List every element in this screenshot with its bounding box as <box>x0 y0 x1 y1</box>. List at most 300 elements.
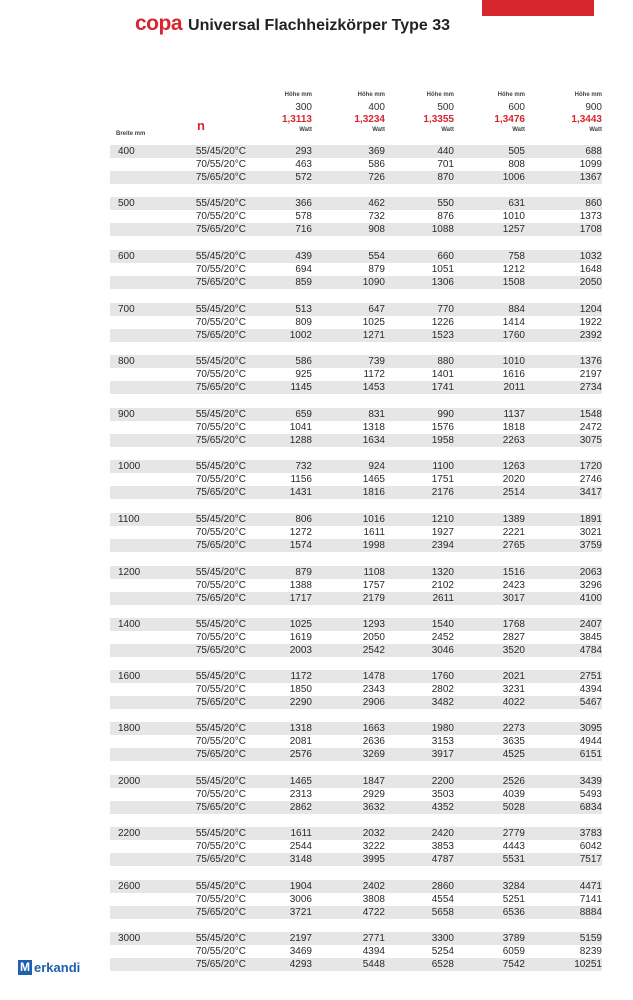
watt-value: 1006 <box>502 172 525 183</box>
watt-value: 6528 <box>431 959 454 970</box>
temperature-label: 70/55/20°C <box>195 632 246 643</box>
watt-value: 1088 <box>431 224 454 235</box>
watt-value: 3046 <box>431 645 454 656</box>
watt-value: 1768 <box>502 619 525 630</box>
watt-value: 2544 <box>289 841 312 852</box>
table-row <box>110 840 602 853</box>
watt-value: 3783 <box>579 828 602 839</box>
table-row <box>110 775 602 788</box>
width-group-400 <box>110 145 602 184</box>
temperature-label: 55/45/20°C <box>195 146 246 157</box>
watt-value: 1818 <box>502 422 525 433</box>
hoehe-label: Höhe mm <box>426 92 454 98</box>
watt-value: 659 <box>295 409 312 420</box>
table-row <box>110 171 602 184</box>
watt-value: 2420 <box>431 828 454 839</box>
watt-value: 2032 <box>362 828 385 839</box>
watt-value: 6834 <box>579 802 602 813</box>
watt-value: 578 <box>295 211 312 222</box>
watt-value: 8884 <box>579 907 602 918</box>
watt-value: 1025 <box>289 619 312 630</box>
watt-value: 1226 <box>431 317 454 328</box>
table-row <box>110 631 602 644</box>
temperature-label: 70/55/20°C <box>195 317 246 328</box>
watt-label: Watt <box>299 127 312 133</box>
watt-value: 3789 <box>502 933 525 944</box>
watt-value: 4944 <box>579 736 602 747</box>
watt-value: 4443 <box>502 841 525 852</box>
width-group-700 <box>110 303 602 342</box>
temperature-label: 75/65/20°C <box>195 435 246 446</box>
temperature-label: 70/55/20°C <box>195 474 246 485</box>
watt-value: 1576 <box>431 422 454 433</box>
temperature-label: 75/65/20°C <box>195 907 246 918</box>
watt-value: 5448 <box>362 959 385 970</box>
width-group-3000 <box>110 932 602 971</box>
watt-value: 925 <box>295 369 312 380</box>
temperature-label: 55/45/20°C <box>195 567 246 578</box>
watt-value: 2273 <box>502 723 525 734</box>
temperature-label: 75/65/20°C <box>195 540 246 551</box>
watt-value: 462 <box>368 198 385 209</box>
watt-value: 4100 <box>579 593 602 604</box>
watt-value: 4394 <box>579 684 602 695</box>
watt-value: 3222 <box>362 841 385 852</box>
watt-value: 2423 <box>502 580 525 591</box>
watt-value: 2392 <box>579 330 602 341</box>
table-row <box>110 486 602 499</box>
watt-value: 688 <box>585 146 602 157</box>
watt-value: 2263 <box>502 435 525 446</box>
width-header-label: Breite mm <box>116 131 146 137</box>
watt-value: 5531 <box>502 854 525 865</box>
table-row <box>110 579 602 592</box>
temperature-label: 55/45/20°C <box>195 251 246 262</box>
watt-value: 2179 <box>362 593 385 604</box>
watt-value: 2394 <box>431 540 454 551</box>
watt-value: 732 <box>295 461 312 472</box>
watt-value: 3231 <box>502 684 525 695</box>
temperature-label: 70/55/20°C <box>195 369 246 380</box>
temperature-label: 55/45/20°C <box>195 619 246 630</box>
table-row <box>110 906 602 919</box>
temperature-label: 55/45/20°C <box>195 671 246 682</box>
temperature-label: 55/45/20°C <box>195 776 246 787</box>
table-row <box>110 945 602 958</box>
watt-value: 1663 <box>362 723 385 734</box>
table-row <box>110 539 602 552</box>
watt-value: 1204 <box>579 304 602 315</box>
watt-value: 1320 <box>431 567 454 578</box>
width-group-600 <box>110 250 602 289</box>
temperature-label: 75/65/20°C <box>195 802 246 813</box>
width-label: 600 <box>118 251 135 262</box>
watt-value: 2050 <box>579 277 602 288</box>
table-row <box>110 276 602 289</box>
watt-value: 1010 <box>502 356 525 367</box>
watt-value: 739 <box>368 356 385 367</box>
temperature-label: 55/45/20°C <box>195 723 246 734</box>
watt-value: 3153 <box>431 736 454 747</box>
table-row <box>110 316 602 329</box>
watt-value: 3503 <box>431 789 454 800</box>
watt-value: 293 <box>295 146 312 157</box>
watt-value: 7517 <box>579 854 602 865</box>
watt-value: 4787 <box>431 854 454 865</box>
temperature-label: 70/55/20°C <box>195 736 246 747</box>
watt-value: 879 <box>368 264 385 275</box>
watt-value: 1958 <box>431 435 454 446</box>
watt-value: 2636 <box>362 736 385 747</box>
column-header <box>0 92 633 142</box>
watt-value: 876 <box>437 211 454 222</box>
watt-value: 5028 <box>502 802 525 813</box>
width-group-1100 <box>110 513 602 552</box>
watt-value: 2003 <box>289 645 312 656</box>
watt-value: 3635 <box>502 736 525 747</box>
watt-value: 2576 <box>289 749 312 760</box>
n-value: 1,3234 <box>354 114 385 125</box>
merkandi-watermark <box>18 958 80 976</box>
temperature-label: 75/65/20°C <box>195 172 246 183</box>
column-header-300 <box>252 92 312 135</box>
watt-value: 3148 <box>289 854 312 865</box>
table-row <box>110 145 602 158</box>
watt-value: 1634 <box>362 435 385 446</box>
watt-value: 1172 <box>363 369 385 380</box>
watt-value: 3075 <box>579 435 602 446</box>
width-label: 2200 <box>118 828 141 839</box>
table-row <box>110 566 602 579</box>
watt-value: 440 <box>437 146 454 157</box>
watt-value: 4784 <box>579 645 602 656</box>
width-label: 1600 <box>118 671 141 682</box>
table-row <box>110 735 602 748</box>
watt-value: 2472 <box>579 422 602 433</box>
watt-value: 1574 <box>289 540 312 551</box>
watt-value: 2313 <box>289 789 312 800</box>
n-value: 1,3355 <box>423 114 454 125</box>
watt-value: 4722 <box>362 907 385 918</box>
n-value: 1,3476 <box>494 114 525 125</box>
watt-value: 2802 <box>431 684 454 695</box>
column-header-400 <box>325 92 385 135</box>
watt-value: 809 <box>295 317 312 328</box>
watt-value: 2526 <box>502 776 525 787</box>
temperature-label: 75/65/20°C <box>195 330 246 341</box>
watt-value: 4352 <box>431 802 454 813</box>
table-row <box>110 592 602 605</box>
watt-value: 1100 <box>432 461 454 472</box>
watt-value: 2862 <box>289 802 312 813</box>
watt-value: 924 <box>368 461 385 472</box>
watt-value: 2197 <box>579 369 602 380</box>
temperature-label: 70/55/20°C <box>195 159 246 170</box>
red-corner-bar <box>482 0 594 16</box>
temperature-label: 75/65/20°C <box>195 382 246 393</box>
watt-value: 726 <box>368 172 385 183</box>
hoehe-label: Höhe mm <box>574 92 602 98</box>
watt-value: 3853 <box>431 841 454 852</box>
watt-value: 4022 <box>502 697 525 708</box>
table-row <box>110 513 602 526</box>
watt-value: 1108 <box>363 567 385 578</box>
watt-value: 6059 <box>502 946 525 957</box>
watt-value: 701 <box>437 159 454 170</box>
width-label: 1000 <box>118 461 141 472</box>
table-row <box>110 210 602 223</box>
watt-value: 770 <box>437 304 454 315</box>
watt-value: 1717 <box>289 593 312 604</box>
watt-value: 3417 <box>579 487 602 498</box>
watt-value: 1847 <box>362 776 385 787</box>
temperature-label: 55/45/20°C <box>195 356 246 367</box>
hoehe-value: 400 <box>368 102 385 113</box>
watt-value: 1751 <box>431 474 454 485</box>
watt-value: 1271 <box>362 330 385 341</box>
temperature-label: 55/45/20°C <box>195 828 246 839</box>
watt-value: 4293 <box>289 959 312 970</box>
watt-value: 2197 <box>289 933 312 944</box>
temperature-label: 70/55/20°C <box>195 211 246 222</box>
watt-value: 631 <box>508 198 525 209</box>
watt-value: 513 <box>295 304 312 315</box>
watt-label: Watt <box>589 127 602 133</box>
table-row <box>110 788 602 801</box>
table-row <box>110 421 602 434</box>
watt-value: 2402 <box>362 881 385 892</box>
watt-value: 1540 <box>431 619 454 630</box>
table-row <box>110 893 602 906</box>
merkandi-logo-icon: M <box>20 959 30 974</box>
temperature-label: 75/65/20°C <box>195 854 246 865</box>
watt-value: 1980 <box>431 723 454 734</box>
watt-value: 2751 <box>579 671 602 682</box>
hoehe-value: 900 <box>585 102 602 113</box>
table-row <box>110 853 602 866</box>
table-row <box>110 434 602 447</box>
table-row <box>110 526 602 539</box>
table-row <box>110 158 602 171</box>
watt-value: 2827 <box>502 632 525 643</box>
watt-value: 3300 <box>431 933 454 944</box>
temperature-label: 70/55/20°C <box>195 841 246 852</box>
watt-value: 2063 <box>579 567 602 578</box>
watt-value: 1032 <box>579 251 602 262</box>
watt-value: 8239 <box>579 946 602 957</box>
watt-value: 2779 <box>502 828 525 839</box>
watt-value: 7542 <box>502 959 525 970</box>
watt-value: 1318 <box>289 723 312 734</box>
watt-value: 2407 <box>579 619 602 630</box>
watt-value: 1318 <box>362 422 385 433</box>
watt-value: 3845 <box>579 632 602 643</box>
watt-value: 2020 <box>502 474 525 485</box>
watt-value: 1367 <box>579 172 602 183</box>
table-row <box>110 827 602 840</box>
watt-value: 10251 <box>574 959 602 970</box>
watt-value: 369 <box>368 146 385 157</box>
temperature-label: 75/65/20°C <box>195 224 246 235</box>
watt-value: 1257 <box>502 224 525 235</box>
watt-value: 1401 <box>431 369 454 380</box>
temperature-label: 75/65/20°C <box>195 697 246 708</box>
watt-value: 806 <box>295 514 312 525</box>
watt-value: 5251 <box>502 894 525 905</box>
watt-value: 4039 <box>502 789 525 800</box>
watt-value: 2102 <box>431 580 454 591</box>
watt-value: 3021 <box>579 527 602 538</box>
watt-value: 3006 <box>289 894 312 905</box>
width-group-1600 <box>110 670 602 709</box>
watt-value: 5493 <box>579 789 602 800</box>
watt-value: 3995 <box>362 854 385 865</box>
watt-value: 2050 <box>362 632 385 643</box>
temperature-label: 75/65/20°C <box>195 277 246 288</box>
temperature-label: 70/55/20°C <box>195 580 246 591</box>
watt-value: 586 <box>368 159 385 170</box>
watt-value: 1016 <box>362 514 385 525</box>
table-row <box>110 368 602 381</box>
table-row <box>110 303 602 316</box>
watt-value: 3439 <box>579 776 602 787</box>
watt-value: 884 <box>508 304 525 315</box>
temperature-label: 75/65/20°C <box>195 487 246 498</box>
temperature-label: 55/45/20°C <box>195 198 246 209</box>
watt-value: 5658 <box>431 907 454 918</box>
watt-value: 5159 <box>579 933 602 944</box>
watt-value: 2081 <box>289 736 312 747</box>
watt-value: 1272 <box>289 527 312 538</box>
watt-value: 463 <box>295 159 312 170</box>
temperature-label: 70/55/20°C <box>195 264 246 275</box>
watt-value: 1760 <box>431 671 454 682</box>
watt-value: 3917 <box>431 749 454 760</box>
watt-value: 1156 <box>290 474 312 485</box>
width-label: 900 <box>118 409 135 420</box>
watt-value: 1041 <box>289 422 312 433</box>
width-group-900 <box>110 408 602 447</box>
watt-value: 859 <box>295 277 312 288</box>
table-row <box>110 408 602 421</box>
watt-value: 439 <box>295 251 312 262</box>
table-row <box>110 223 602 236</box>
watt-value: 1389 <box>502 514 525 525</box>
watt-value: 1720 <box>579 461 602 472</box>
temperature-label: 55/45/20°C <box>195 933 246 944</box>
watt-value: 3482 <box>431 697 454 708</box>
width-label: 3000 <box>118 933 141 944</box>
watt-value: 1891 <box>579 514 602 525</box>
watt-value: 2542 <box>362 645 385 656</box>
watt-value: 2200 <box>431 776 454 787</box>
width-label: 400 <box>118 146 135 157</box>
n-value: 1,3443 <box>571 114 602 125</box>
width-group-2000 <box>110 775 602 814</box>
watt-label: Watt <box>512 127 525 133</box>
watt-value: 1388 <box>289 580 312 591</box>
watt-value: 1465 <box>289 776 312 787</box>
watt-value: 1648 <box>579 264 602 275</box>
watt-value: 1002 <box>289 330 312 341</box>
watt-value: 6042 <box>579 841 602 852</box>
column-header-900 <box>542 92 602 135</box>
width-group-1400 <box>110 618 602 657</box>
watt-value: 1516 <box>502 567 525 578</box>
watt-value: 4394 <box>362 946 385 957</box>
watt-value: 7141 <box>579 894 602 905</box>
table-row <box>110 801 602 814</box>
temperature-label: 55/45/20°C <box>195 304 246 315</box>
watt-value: 5254 <box>431 946 454 957</box>
width-group-2600 <box>110 880 602 919</box>
watt-value: 1548 <box>579 409 602 420</box>
width-group-1000 <box>110 460 602 499</box>
watt-value: 1453 <box>362 382 385 393</box>
watt-value: 572 <box>295 172 312 183</box>
temperature-label: 70/55/20°C <box>195 946 246 957</box>
table-row <box>110 381 602 394</box>
watt-value: 1760 <box>502 330 525 341</box>
width-label: 2000 <box>118 776 141 787</box>
watt-value: 3269 <box>362 749 385 760</box>
hoehe-value: 300 <box>295 102 312 113</box>
watt-value: 1611 <box>363 527 385 538</box>
watt-value: 3284 <box>502 881 525 892</box>
watt-value: 1263 <box>502 461 525 472</box>
watt-value: 3095 <box>579 723 602 734</box>
watt-value: 1210 <box>431 514 454 525</box>
temperature-label: 75/65/20°C <box>195 593 246 604</box>
temperature-label: 70/55/20°C <box>195 684 246 695</box>
watt-value: 2860 <box>431 881 454 892</box>
table-row <box>110 880 602 893</box>
temperature-label: 75/65/20°C <box>195 749 246 760</box>
temperature-label: 70/55/20°C <box>195 789 246 800</box>
table-row <box>110 644 602 657</box>
watt-value: 1099 <box>579 159 602 170</box>
width-label: 700 <box>118 304 135 315</box>
watt-value: 2343 <box>362 684 385 695</box>
hoehe-value: 500 <box>437 102 454 113</box>
temperature-label: 70/55/20°C <box>195 894 246 905</box>
watt-value: 1010 <box>502 211 525 222</box>
watt-value: 880 <box>437 356 454 367</box>
watt-value: 3017 <box>502 593 525 604</box>
width-label: 1400 <box>118 619 141 630</box>
watt-value: 2771 <box>362 933 385 944</box>
watt-value: 554 <box>368 251 385 262</box>
watt-value: 3808 <box>362 894 385 905</box>
watt-value: 2452 <box>431 632 454 643</box>
watt-value: 908 <box>368 224 385 235</box>
width-group-1800 <box>110 722 602 761</box>
watt-value: 808 <box>508 159 525 170</box>
watt-value: 1172 <box>290 671 312 682</box>
watt-value: 2611 <box>432 593 454 604</box>
table-row <box>110 460 602 473</box>
table-row <box>110 722 602 735</box>
watt-value: 1090 <box>362 277 385 288</box>
watt-value: 2734 <box>579 382 602 393</box>
table-row <box>110 958 602 971</box>
table-row <box>110 683 602 696</box>
table-row <box>110 329 602 342</box>
watt-value: 1708 <box>579 224 602 235</box>
watt-value: 1414 <box>502 317 525 328</box>
watt-value: 1616 <box>502 369 525 380</box>
temperature-label: 55/45/20°C <box>195 881 246 892</box>
